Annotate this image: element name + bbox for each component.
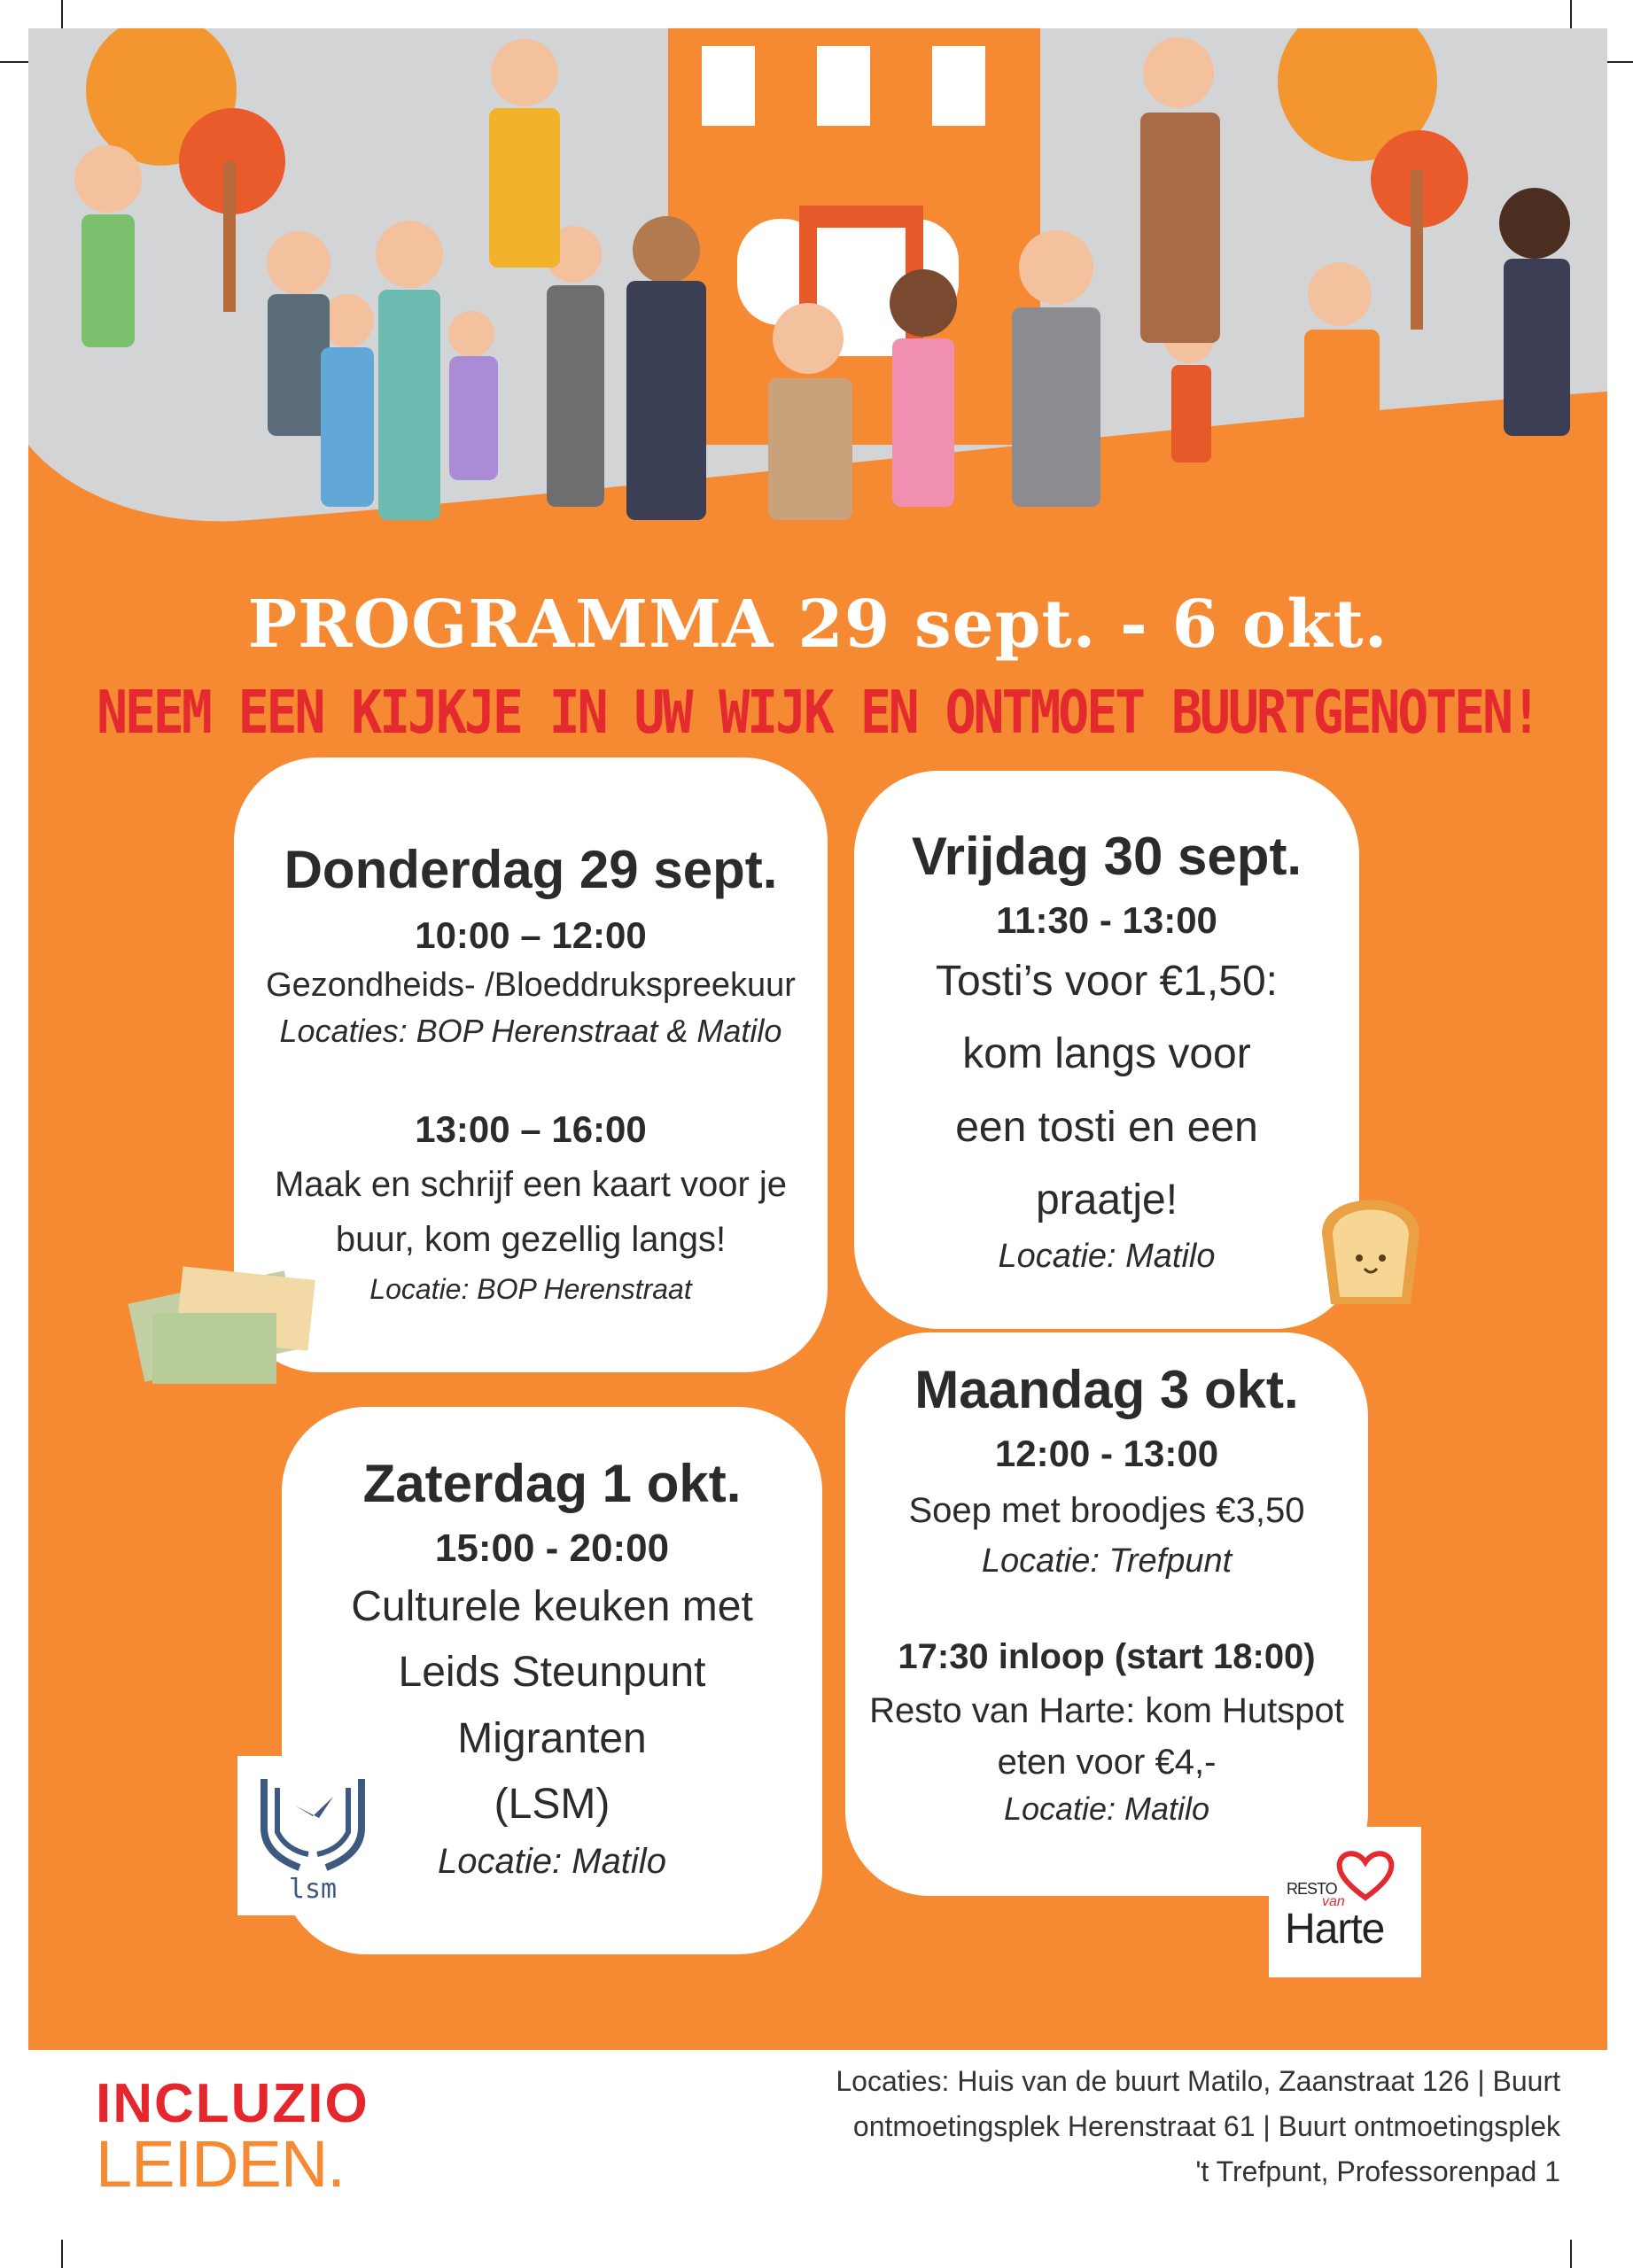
friday-desc: kom langs voor <box>962 1030 1251 1078</box>
saturday-desc: Leids Steunpunt <box>398 1649 706 1697</box>
monday-card <box>845 1332 1368 1896</box>
logo-line-1: INCLUZIO <box>96 2073 369 2134</box>
resto-van-text: van <box>1322 1894 1345 1909</box>
friday-day: Vrijdag 30 sept. <box>911 827 1303 886</box>
saturday-time: 15:00 - 20:00 <box>434 1526 670 1570</box>
neighbourhood-illustration <box>28 28 1607 560</box>
locations-footer <box>763 2059 1560 2195</box>
friday-location: Locatie: Matilo <box>998 1237 1216 1275</box>
monday-slot1-location: Locatie: Trefpunt <box>981 1542 1233 1580</box>
incluzio-leiden-logo <box>96 2073 369 2201</box>
friday-desc: een tosti en een <box>955 1103 1258 1151</box>
monday-slot1-desc: Soep met broodjes €3,50 <box>908 1491 1305 1530</box>
lsm-logo-text: lsm <box>288 1874 338 1905</box>
resto-van-harte-logo <box>1269 1827 1421 1977</box>
footer-line: Locaties: Huis van de buurt Matilo, Zaanstraat 126 | Buurt <box>836 2065 1560 2097</box>
poster <box>28 28 1607 2050</box>
thursday-slot2-desc: buur, kom gezellig langs! <box>335 1220 727 1260</box>
crop-mark <box>1570 0 1572 28</box>
crop-mark <box>0 61 28 63</box>
friday-card <box>854 771 1359 1329</box>
saturday-desc: Migranten <box>457 1714 647 1762</box>
resto-big-text: Harte <box>1285 1906 1385 1953</box>
monday-slot2-time: 17:30 inloop (start 18:00) <box>898 1637 1316 1676</box>
thursday-slot2-location: Locatie: BOP Herenstraat <box>369 1273 692 1306</box>
monday-slot2-desc: eten voor €4,- <box>997 1743 1217 1782</box>
programme-subtitle: NEEM EEN KIJKJE IN UW WIJK EN ONTMOET BUURTGENOTEN! <box>97 677 1539 748</box>
thursday-slot1-desc: Gezondheids- /Bloeddrukspreekuur <box>266 967 796 1004</box>
logo-line-2: LEIDEN. <box>96 2127 345 2201</box>
thursday-day: Donderdag 29 sept. <box>284 840 778 899</box>
hands-bird-icon <box>246 1761 379 1876</box>
saturday-desc: (LSM) <box>494 1781 610 1829</box>
crop-mark <box>1605 61 1633 63</box>
lsm-logo <box>237 1756 388 1915</box>
crop-mark <box>61 2240 63 2268</box>
crop-mark <box>1570 2240 1572 2268</box>
friday-desc: Tosti’s voor €1,50: <box>936 958 1278 1005</box>
footer-line: 't Trefpunt, Professorenpad 1 <box>1195 2155 1560 2188</box>
saturday-desc: Culturele keuken met <box>351 1583 753 1630</box>
footer-line: ontmoetingsplek Herenstraat 61 | Buurt ontmoetingsplek <box>852 2110 1560 2143</box>
envelopes-icon <box>117 1251 330 1402</box>
saturday-location: Locatie: Matilo <box>438 1841 666 1881</box>
friday-time: 11:30 - 13:00 <box>996 899 1217 941</box>
programme-title: PROGRAMMA 29 sept. - 6 okt. <box>247 586 1388 663</box>
thursday-slot2-desc: Maak en schrijf een kaart voor je <box>274 1165 788 1205</box>
saturday-day: Zaterdag 1 okt. <box>362 1454 742 1513</box>
monday-slot1-time: 12:00 - 13:00 <box>994 1433 1219 1474</box>
thursday-slot1-time: 10:00 – 12:00 <box>415 914 647 956</box>
friday-desc: praatje! <box>1035 1177 1178 1224</box>
resto-small-text: RESTO <box>1287 1880 1337 1898</box>
thursday-slot2-time: 13:00 – 16:00 <box>415 1108 647 1151</box>
toast-icon <box>1304 1180 1437 1313</box>
thursday-slot1-location: Locaties: BOP Herenstraat & Matilo <box>279 1013 782 1050</box>
crop-mark <box>61 0 63 28</box>
monday-day: Maandag 3 okt. <box>914 1360 1299 1419</box>
monday-slot2-desc: Resto van Harte: kom Hutspot <box>869 1691 1344 1730</box>
monday-slot2-location: Locatie: Matilo <box>1003 1790 1210 1827</box>
